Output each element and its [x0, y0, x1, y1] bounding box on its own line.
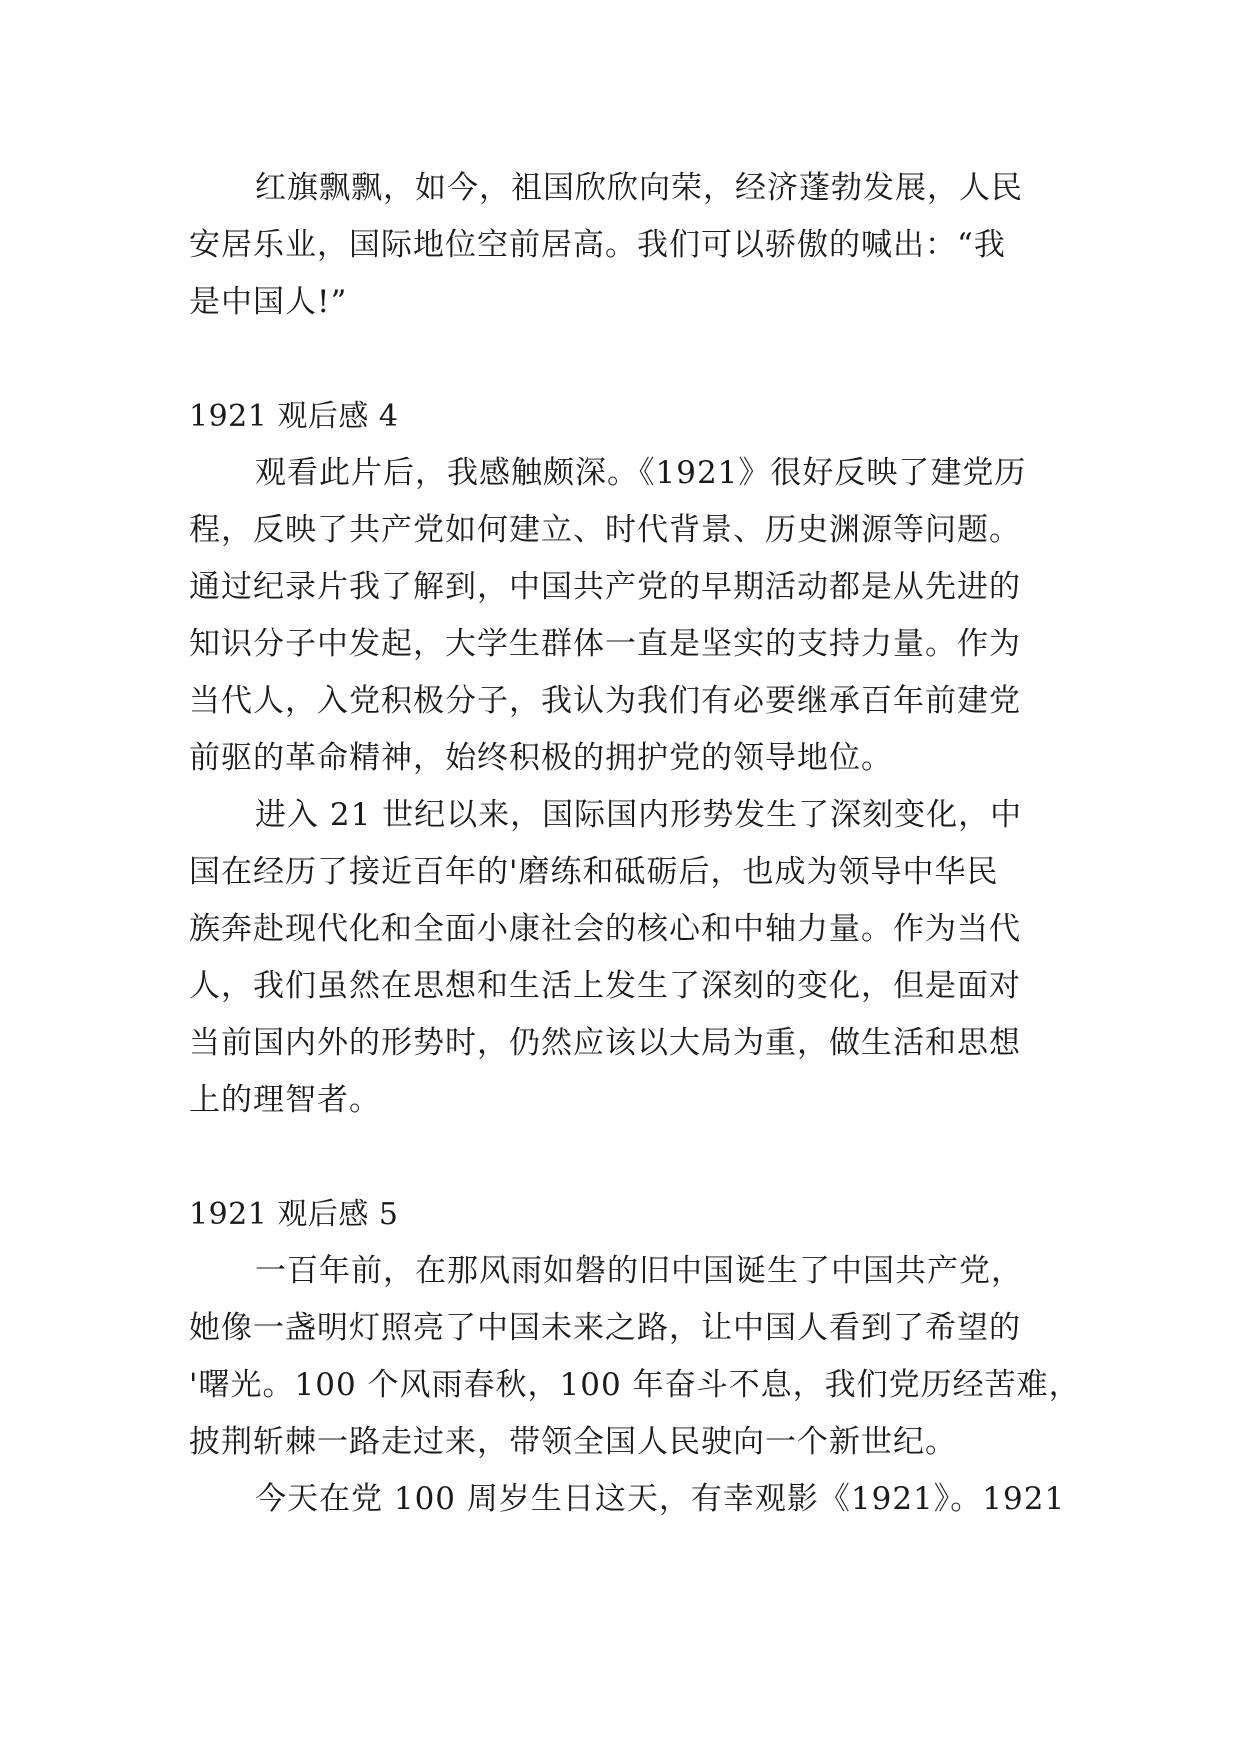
text-line: 是中国人!”	[189, 284, 348, 320]
paragraph-5-2	[189, 1471, 1066, 1528]
text-line: 上的理智者。	[189, 1082, 381, 1118]
text-line: 她像一盏明灯照亮了中国未来之路，让中国人看到了希望的	[189, 1310, 1021, 1346]
paragraph-4-2	[189, 787, 1049, 1129]
text-line: '曙光。100 个风雨春秋，100 年奋斗不息，我们党历经苦难，	[189, 1367, 1081, 1403]
spacer	[189, 1129, 1049, 1186]
text-line: 族奔赴现代化和全面小康社会的核心和中轴力量。作为当代	[189, 911, 1021, 947]
text-line: 国在经历了接近百年的'磨练和砥砺后，也成为领导中华民	[189, 854, 999, 890]
paragraph-4-1	[189, 445, 1049, 787]
text-line: 安居乐业，国际地位空前居高。我们可以骄傲的喊出：“我	[189, 227, 1006, 263]
text-line: 知识分子中发起，大学生群体一直是坚实的支持力量。作为	[189, 626, 1021, 662]
text-line: 披荆斩棘一路走过来，带领全国人民驶向一个新世纪。	[189, 1424, 957, 1460]
text-line: 前驱的革命精神，始终积极的拥护党的领导地位。	[189, 740, 893, 776]
paragraph-5-1	[189, 1243, 1081, 1471]
document-body	[189, 160, 1081, 1528]
section-heading-4: 1921 观后感 4	[189, 399, 399, 434]
text-line: 今天在党 100 周岁生日这天，有幸观影《1921》。1921	[255, 1481, 1066, 1517]
text-line: 当前国内外的形势时，仍然应该以大局为重，做生活和思想	[189, 1025, 1021, 1061]
text-line: 人，我们虽然在思想和生活上发生了深刻的变化，但是面对	[189, 968, 1021, 1004]
text-line: 红旗飘飘，如今，祖国欣欣向荣，经济蓬勃发展，人民	[255, 170, 1023, 206]
text-line: 一百年前，在那风雨如磐的旧中国诞生了中国共产党，	[255, 1253, 1023, 1289]
text-line: 观看此片后，我感触颇深。《1921》很好反映了建党历	[255, 455, 1027, 491]
text-line: 通过纪录片我了解到，中国共产党的早期活动都是从先进的	[189, 569, 1021, 605]
text-line: 当代人，入党积极分子，我认为我们有必要继承百年前建党	[189, 683, 1021, 719]
section-heading-5: 1921 观后感 5	[189, 1197, 399, 1232]
text-line: 进入 21 世纪以来，国际国内形势发生了深刻变化，中	[255, 797, 1023, 833]
text-line: 程，反映了共产党如何建立、时代背景、历史渊源等问题。	[189, 512, 1021, 548]
spacer	[189, 331, 1049, 388]
paragraph-intro	[189, 160, 1049, 331]
